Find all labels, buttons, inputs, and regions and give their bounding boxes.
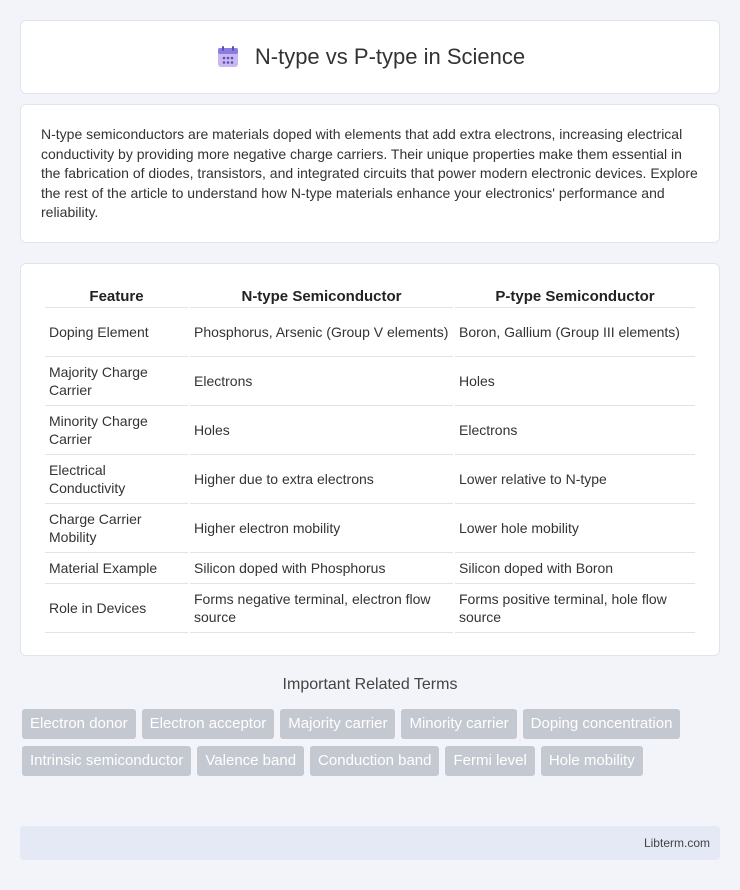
table-row bbox=[45, 406, 695, 455]
table-header-feature: Feature bbox=[45, 284, 188, 308]
table-cell: Higher electron mobility bbox=[190, 504, 453, 553]
table-cell: Lower hole mobility bbox=[455, 504, 695, 553]
table-cell: Boron, Gallium (Group III elements) bbox=[455, 308, 695, 357]
table-cell: Role in Devices bbox=[45, 584, 188, 633]
table-cell: Electrical Conductivity bbox=[45, 455, 188, 504]
table-row bbox=[45, 584, 695, 633]
table-row bbox=[45, 357, 695, 406]
table-row bbox=[45, 504, 695, 553]
table-header-n-type: N-type Semiconductor bbox=[190, 284, 453, 308]
table-cell: Silicon doped with Boron bbox=[455, 553, 695, 584]
comparison-table-card bbox=[20, 263, 720, 656]
table-cell: Doping Element bbox=[45, 308, 188, 357]
intro-card bbox=[20, 104, 720, 243]
table-cell: Material Example bbox=[45, 553, 188, 584]
tag-valence-band[interactable]: Valence band bbox=[197, 746, 304, 776]
tag-fermi-level[interactable]: Fermi level bbox=[445, 746, 534, 776]
tag-electron-acceptor[interactable]: Electron acceptor bbox=[142, 709, 275, 739]
tag-minority-carrier[interactable]: Minority carrier bbox=[401, 709, 516, 739]
related-terms-tags bbox=[20, 709, 720, 783]
table-cell: Majority Charge Carrier bbox=[45, 357, 188, 406]
footer-brand-link[interactable]: Libterm.com bbox=[643, 836, 710, 850]
page-title: N-type vs P-type in Science bbox=[254, 44, 526, 69]
calendar-icon bbox=[215, 44, 241, 70]
table-cell: Forms positive terminal, hole flow source bbox=[455, 584, 695, 633]
table-cell: Silicon doped with Phosphorus bbox=[190, 553, 453, 584]
tag-majority-carrier[interactable]: Majority carrier bbox=[280, 709, 395, 739]
table-cell: Minority Charge Carrier bbox=[45, 406, 188, 455]
tag-electron-donor[interactable]: Electron donor bbox=[22, 709, 136, 739]
comparison-table bbox=[43, 284, 697, 633]
tag-conduction-band[interactable]: Conduction band bbox=[310, 746, 439, 776]
table-cell: Lower relative to N-type bbox=[455, 455, 695, 504]
table-cell: Holes bbox=[190, 406, 453, 455]
intro-text: N-type semiconductors are materials doped with elements that add extra electrons, increasing electrical conductivity by providing more negative charge carriers. Their unique properties make them essential in the fabrication of diodes, transistors, and integrated circuits that power modern electronic devices. Explore the rest of the article to understand how N-type materials enhance your electronics' performance and reliability. bbox=[41, 126, 698, 220]
table-header-p-type: P-type Semiconductor bbox=[455, 284, 695, 308]
table-cell: Electrons bbox=[455, 406, 695, 455]
table-cell: Forms negative terminal, electron flow source bbox=[190, 584, 453, 633]
related-terms-title: Important Related Terms bbox=[282, 676, 458, 693]
footer bbox=[20, 826, 720, 860]
table-row bbox=[45, 308, 695, 357]
table-row bbox=[45, 455, 695, 504]
table-row bbox=[45, 553, 695, 584]
tag-doping-concentration[interactable]: Doping concentration bbox=[523, 709, 681, 739]
tag-hole-mobility[interactable]: Hole mobility bbox=[541, 746, 643, 776]
related-terms-section bbox=[20, 676, 720, 783]
table-cell: Charge Carrier Mobility bbox=[45, 504, 188, 553]
header-card bbox=[20, 20, 720, 94]
table-cell: Holes bbox=[455, 357, 695, 406]
table-cell: Phosphorus, Arsenic (Group V elements) bbox=[190, 308, 453, 357]
table-cell: Higher due to extra electrons bbox=[190, 455, 453, 504]
tag-intrinsic-semiconductor[interactable]: Intrinsic semiconductor bbox=[22, 746, 191, 776]
table-cell: Electrons bbox=[190, 357, 453, 406]
